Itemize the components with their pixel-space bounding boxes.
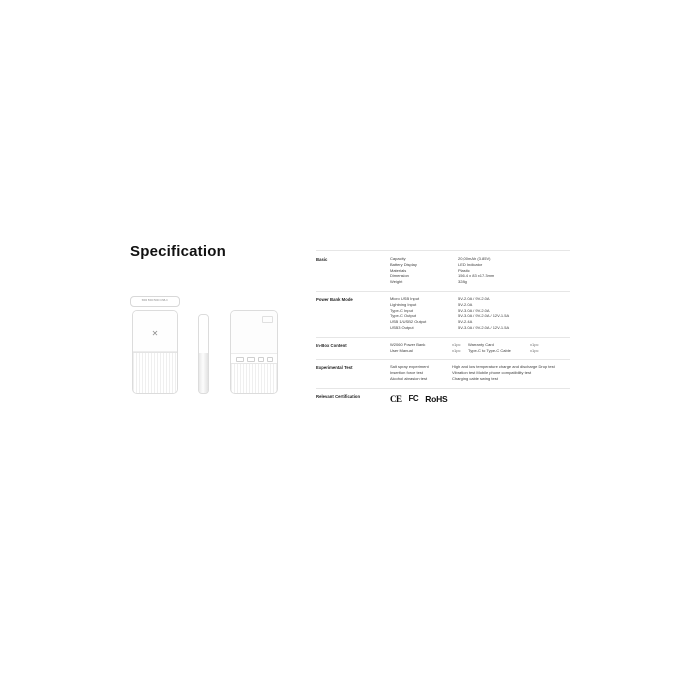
spec-value: Plastic — [458, 267, 470, 273]
section-body — [390, 296, 570, 331]
spec-label: Micro USB Input — [390, 295, 420, 301]
page-title: Specification — [130, 243, 226, 260]
inbox-item-qty: x1pc — [530, 347, 539, 353]
spec-value: 5V-3.0A / 9V-2.0A / 12V-1.5A — [458, 313, 510, 319]
usb-a-port-icon — [236, 357, 244, 362]
test-right: Vibration test Mobile phone compatibility test — [452, 370, 532, 376]
test-left: Salt spray experiment — [390, 364, 429, 370]
product-port-ribbed-texture — [231, 363, 277, 393]
spec-section-basic — [316, 250, 570, 292]
section-body — [390, 256, 570, 285]
usb-c-port-icon — [258, 357, 264, 362]
usb-a-port-icon — [247, 357, 255, 362]
spec-value: 5V-3.0A / 9V-2.0A — [458, 307, 490, 313]
spec-row — [390, 279, 570, 285]
section-title: Relevant Certification — [316, 393, 361, 399]
inbox-item-label: User Manual — [390, 347, 413, 353]
section-body — [390, 364, 570, 381]
specification-table — [316, 250, 570, 410]
spec-label: Capacity — [390, 256, 406, 261]
spec-label: Type-C Input — [390, 307, 413, 313]
spec-label: USB3 Output — [390, 324, 414, 330]
spec-label: Dimension — [390, 273, 409, 279]
spec-row — [390, 376, 570, 382]
spec-value: LED Indicator — [458, 261, 483, 267]
spec-section-in-box-content — [316, 338, 570, 361]
product-port-row — [236, 357, 273, 362]
certification-marks — [390, 393, 570, 404]
fcc-mark-icon: FC — [408, 394, 419, 404]
section-title: Basic — [316, 257, 328, 262]
spec-label: Lightning Input — [390, 301, 417, 307]
product-side-view — [198, 314, 209, 394]
spec-value: 156.4 x 83 x17.3mm — [458, 273, 495, 279]
x-logo-icon: ✕ — [151, 329, 159, 338]
product-front-ribbed-texture — [133, 352, 177, 393]
spec-label: Materials — [390, 267, 407, 273]
spec-label: USB 1/USB2 Output — [390, 319, 427, 325]
test-left: Alcohol abrasion test — [390, 375, 428, 381]
spec-label: Weight — [390, 279, 403, 285]
inbox-item-label: Warranty Card — [468, 341, 494, 347]
capacity-label-strip — [130, 296, 180, 307]
ce-mark-icon: CE — [390, 393, 402, 404]
spec-section-experimental-test — [316, 360, 570, 388]
inbox-item-qty: x1pc — [452, 341, 461, 347]
spec-value: 20,00mAh (3.85V) — [458, 256, 491, 261]
inbox-item-qty: x1pc — [530, 341, 539, 347]
product-side-bottom-panel — [199, 353, 208, 393]
product-front-view — [132, 310, 178, 394]
spec-value: 5V-2.4A — [458, 319, 473, 325]
spec-row — [390, 348, 570, 354]
test-left: Insertion force test — [390, 370, 423, 376]
test-right: High and low temperature charge and discharge Drop test — [452, 364, 555, 370]
micro-usb-port-icon — [267, 357, 273, 362]
section-body — [390, 393, 570, 404]
product-port-view — [230, 310, 278, 394]
inbox-item-label: Type-C to Type-C Cable — [468, 347, 511, 353]
section-body — [390, 342, 570, 354]
spec-value: 5V-2.0A — [458, 301, 473, 307]
spec-label: Type-C Output — [390, 313, 417, 319]
section-title: Experimental Test — [316, 365, 353, 371]
product-corner-detail — [262, 316, 273, 323]
spec-row — [390, 325, 570, 331]
product-image-group — [130, 296, 290, 406]
section-title: In-Box Content — [316, 342, 347, 348]
inbox-item-qty: x1pc — [452, 347, 461, 353]
spec-value: 5V-3.0A / 9V-2.0A / 12V-1.5A — [458, 324, 510, 330]
spec-value: 5V-2.0A / 9V-2.0A — [458, 295, 490, 301]
spec-section-relevant-certification — [316, 389, 570, 410]
product-side-top-panel — [199, 315, 208, 353]
inbox-item-label: W2060 Power Bank — [390, 341, 426, 347]
spec-value: 328g — [458, 279, 467, 285]
spec-label: Battery Display — [390, 261, 417, 267]
test-right: Charging cable swing test — [452, 375, 498, 381]
spec-section-power-bank-mode — [316, 292, 570, 338]
section-title: Power Bank Mode — [316, 296, 353, 302]
left-column — [130, 243, 290, 288]
rohs-mark-icon: RoHS — [425, 393, 448, 404]
capacity-label-text: 5000 5000 5000 USB-C — [141, 299, 169, 303]
